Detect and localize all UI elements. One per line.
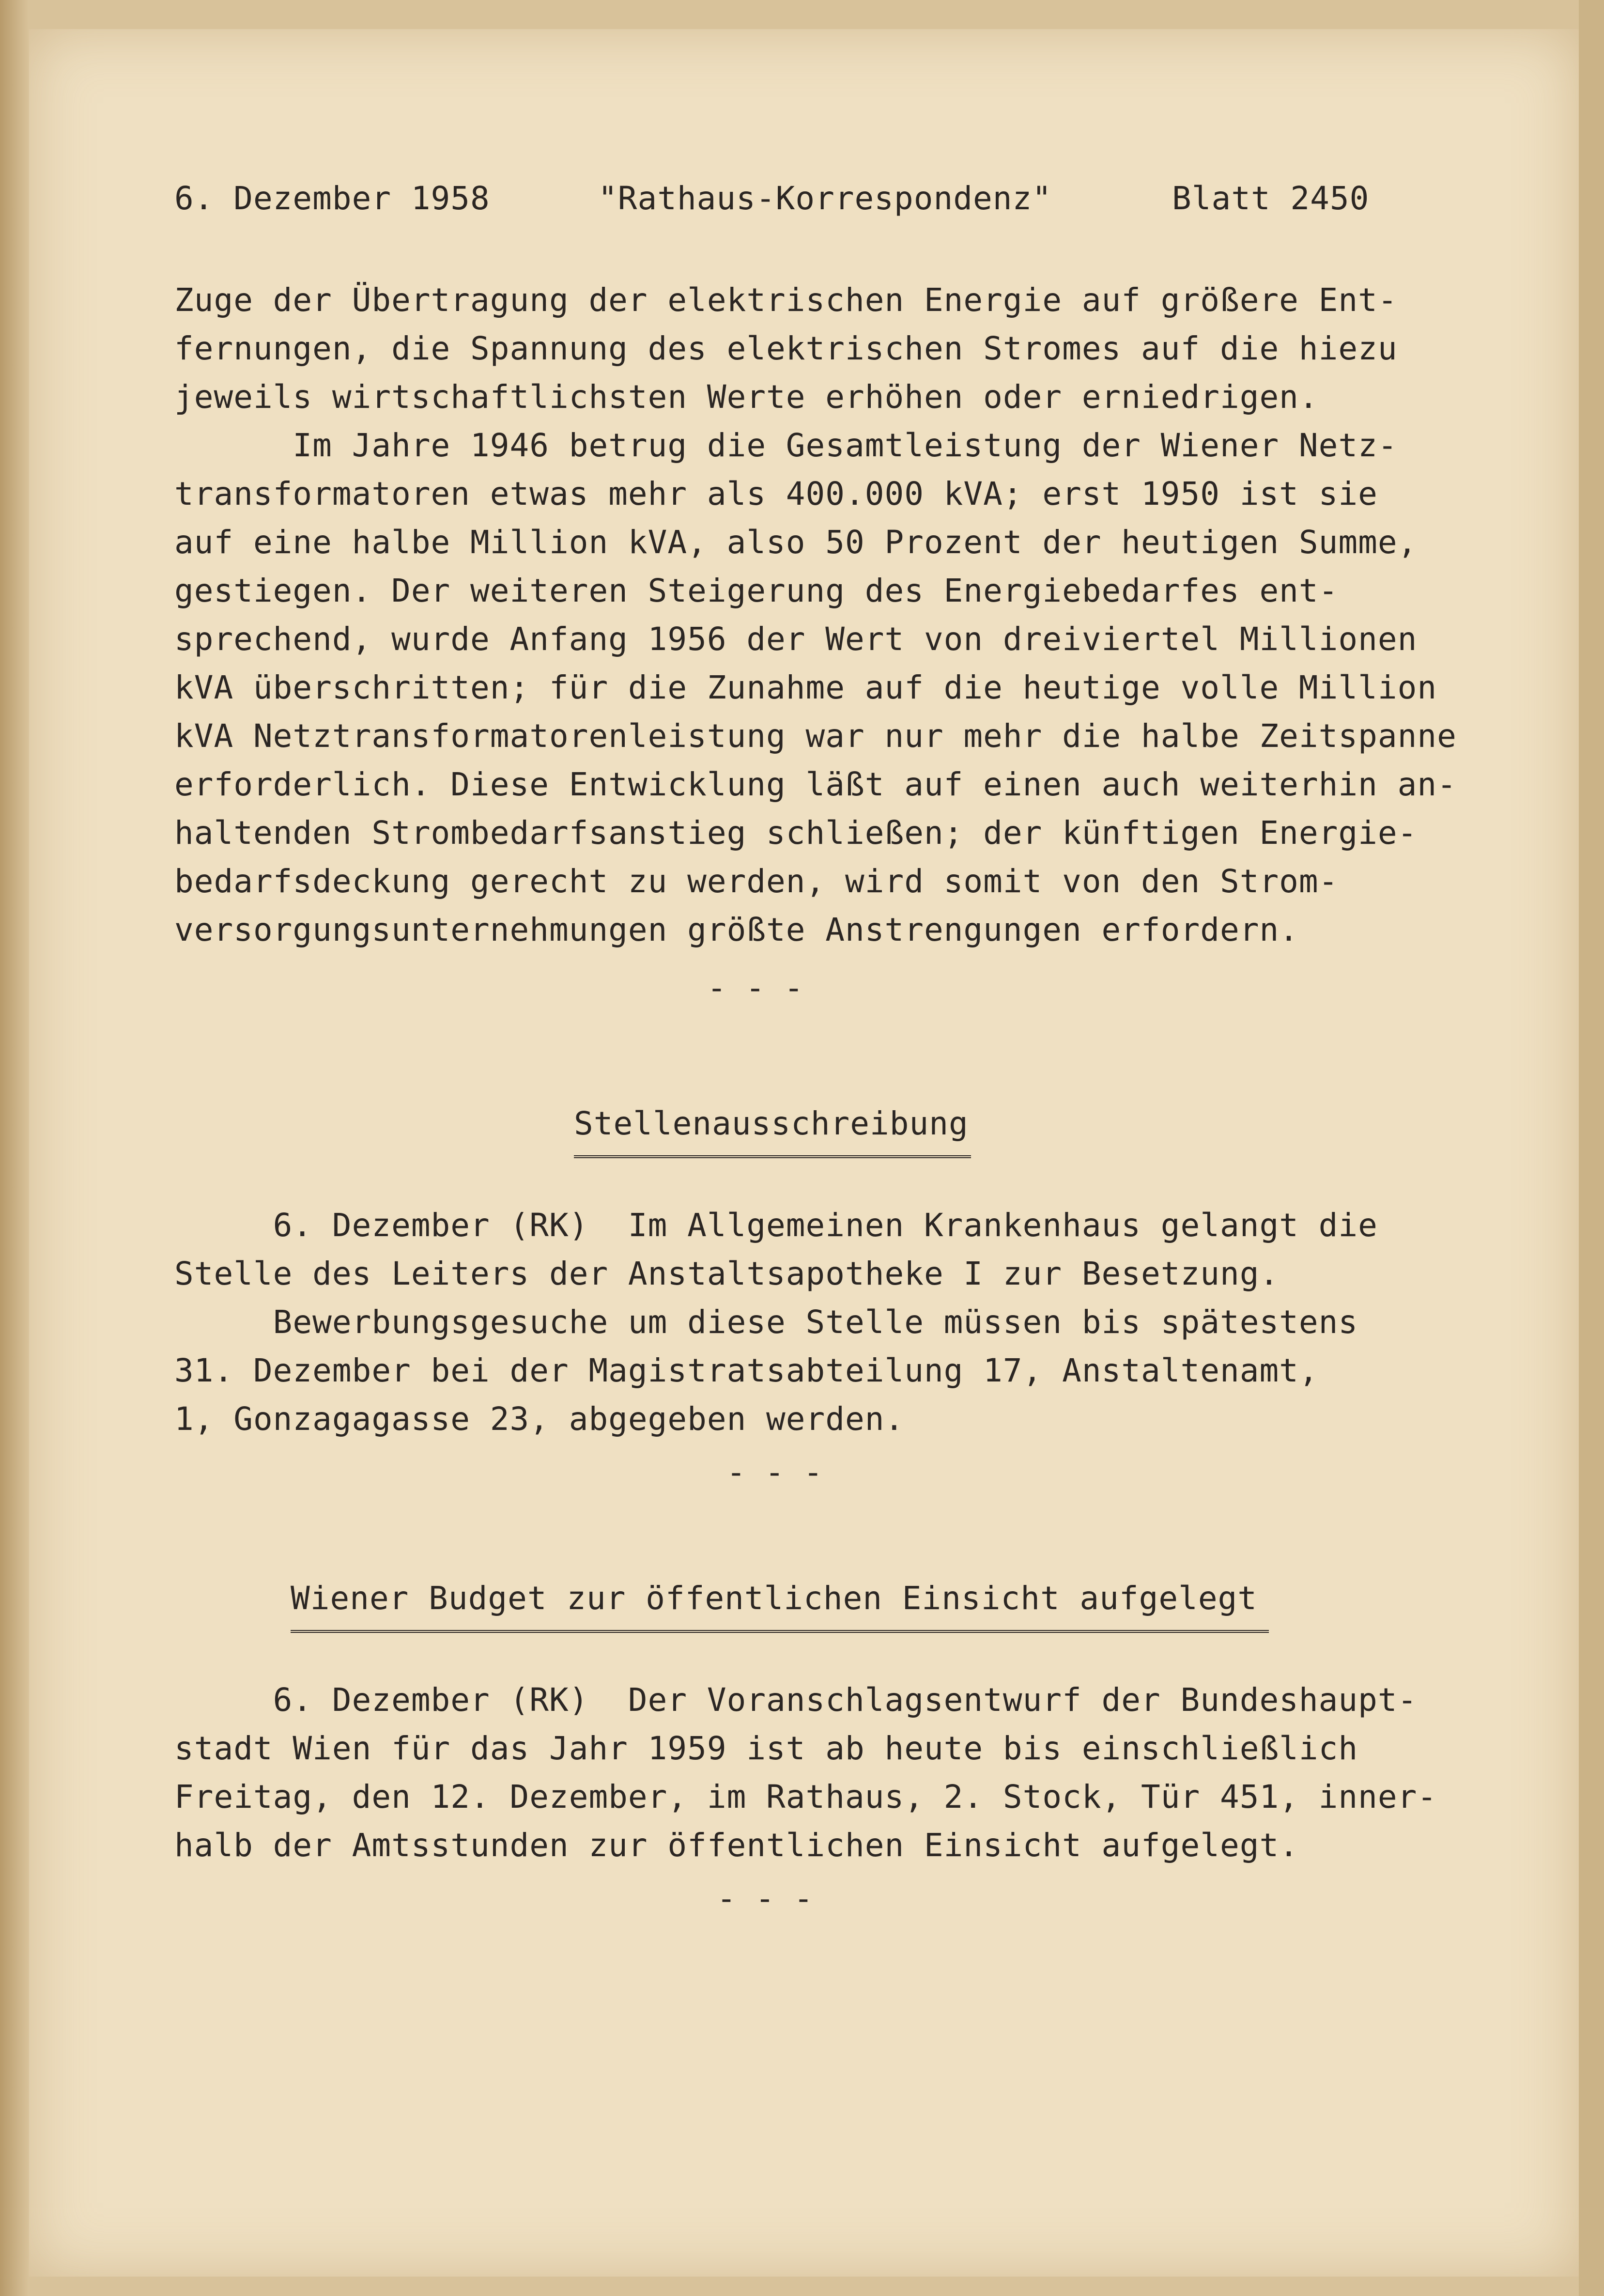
section-title-budget: Wiener Budget zur öffentlichen Einsicht aufgelegt bbox=[291, 1580, 1258, 1617]
header-sheet: Blatt 2450 bbox=[1172, 180, 1370, 217]
paragraph-line: bedarfsdeckung gerecht zu werden, wird somit von den Strom- bbox=[174, 863, 1339, 900]
paragraph-line: Stelle des Leiters der Anstaltsapotheke I zur Besetzung. bbox=[174, 1255, 1280, 1292]
paragraph-line: Im Jahre 1946 betrug die Gesamtleistung der Wiener Netz- bbox=[174, 427, 1398, 464]
paragraph-line: stadt Wien für das Jahr 1959 ist ab heute bis einschließlich bbox=[174, 1730, 1358, 1767]
paragraph-line: haltenden Strombedarfsanstieg schließen; der künftigen Energie- bbox=[174, 814, 1418, 852]
paragraph-line: sprechend, wurde Anfang 1956 der Wert von dreiviertel Millionen bbox=[174, 621, 1418, 658]
paragraph-line: Freitag, den 12. Dezember, im Rathaus, 2. Stock, Tür 451, inner- bbox=[174, 1778, 1437, 1815]
title-underline bbox=[574, 1155, 971, 1163]
book-binding bbox=[0, 0, 29, 2296]
paragraph-line: fernungen, die Spannung des elektrischen Stromes auf die hiezu bbox=[174, 330, 1398, 367]
paragraph-line: Bewerbungsgesuche um diese Stelle müssen bis spätestens bbox=[174, 1303, 1358, 1341]
paragraph-line: 6. Dezember (RK) Im Allgemeinen Krankenhaus gelangt die bbox=[174, 1207, 1378, 1244]
paragraph-line: erforderlich. Diese Entwicklung läßt auf einen auch weiterhin an- bbox=[174, 766, 1457, 803]
paragraph-line: gestiegen. Der weiteren Steigerung des Energiebedarfes ent- bbox=[174, 572, 1339, 609]
paragraph-line: halb der Amtsstunden zur öffentlichen Einsicht aufgelegt. bbox=[174, 1827, 1299, 1864]
paragraph-line: Zuge der Übertragung der elektrischen Energie auf größere Ent- bbox=[174, 281, 1398, 319]
paragraph-line: kVA Netztransformatorenleistung war nur mehr die halbe Zeitspanne bbox=[174, 717, 1457, 755]
paragraph-line: versorgungsunternehmungen größte Anstrengungen erfordern. bbox=[174, 911, 1299, 948]
paragraph-line: 6. Dezember (RK) Der Voranschlagsentwurf der Bundeshaupt- bbox=[174, 1681, 1418, 1719]
section-separator: - - - bbox=[717, 1880, 813, 1917]
paragraph-line: 31. Dezember bei der Magistratsabteilung 17, Anstaltenamt, bbox=[174, 1352, 1319, 1389]
section-title-stellenausschreibung: Stellenausschreibung bbox=[574, 1105, 969, 1142]
section-separator: - - - bbox=[707, 969, 803, 1007]
paragraph-line: jeweils wirtschaftlichsten Werte erhöhen oder erniedrigen. bbox=[174, 378, 1319, 416]
paragraph-line: 1, Gonzagagasse 23, abgegeben werden. bbox=[174, 1400, 905, 1438]
paragraph-line: auf eine halbe Million kVA, also 50 Prozent der heutigen Summe, bbox=[174, 524, 1418, 561]
paragraph-line: transformatoren etwas mehr als 400.000 kVA; erst 1950 ist sie bbox=[174, 475, 1378, 512]
header-date: 6. Dezember 1958 bbox=[174, 180, 490, 217]
paragraph-line: kVA überschritten; für die Zunahme auf die heutige volle Million bbox=[174, 669, 1437, 706]
header-publication: "Rathaus-Korrespondenz" bbox=[598, 180, 1052, 217]
title-underline bbox=[291, 1630, 1269, 1638]
page-edge bbox=[1579, 0, 1604, 2296]
section-separator: - - - bbox=[726, 1454, 823, 1491]
